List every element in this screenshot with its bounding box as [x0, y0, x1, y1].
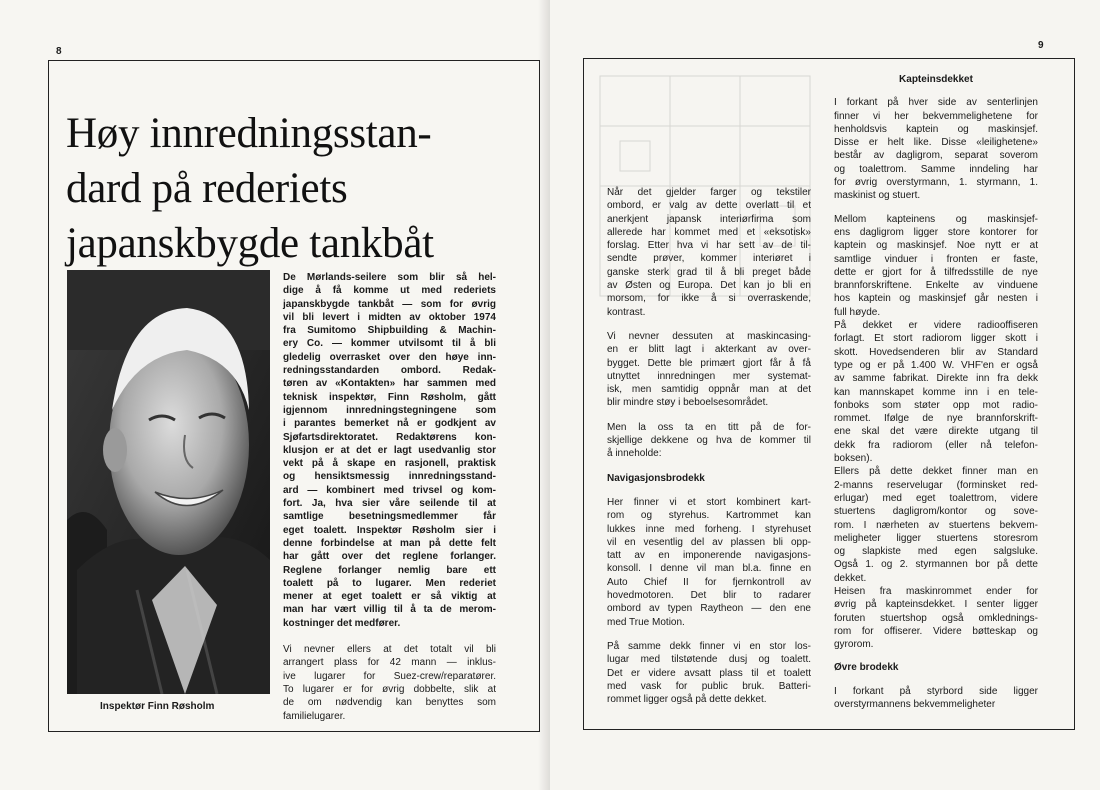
text-line: lugar med tilstøtende dusj og toalett. [607, 654, 811, 666]
text-line: og slapkiste med egen salgsluke. [834, 546, 1038, 558]
text-line: og hensiktsmessig innredningsstand- [283, 471, 496, 483]
text-line: 2-manns reservelugar (forminsket red- [834, 479, 1038, 491]
photo-caption: Inspektør Finn Røsholm [100, 701, 215, 712]
text-line: overstyrmannens bekvemmeligheter [834, 699, 996, 711]
text-line: en er blitt lagt i akterkant av over- [607, 344, 811, 356]
text-line: vil bli levert i midten av oktober 1974 [283, 311, 496, 323]
text-line: Ellers på dette dekket finner man en [834, 466, 1038, 478]
text-line: rom. I nærheten av stuertens bekvem- [834, 519, 1038, 531]
text-line: kaptein og maskinsjef. Noe nytt er at [834, 240, 1038, 252]
text-line: To lugarer er for øvrig dobbelte, slik at [283, 683, 496, 695]
text-line: toalett på to lugarer. Men rederiet [283, 577, 496, 589]
text-line: meligheter ligger stuertens storesrom [834, 532, 1038, 544]
text-line: dette er gjort for å tilfredsstille de nye [834, 266, 1038, 278]
text-line: Mellom kapteinens og maskinsjef- [834, 213, 1038, 225]
text-line: å inneholde: [607, 448, 662, 460]
headline-line: dard på rederiets [66, 165, 348, 212]
text-line: tatt av en imponerende navigasjons- [607, 550, 811, 562]
text-line: allerede har kommet med et «eksotisk» [607, 226, 811, 238]
text-line: dige å få komme ut med rederiets [283, 285, 496, 297]
text-line: vil en vesentlig del av plassen bli opp- [607, 536, 811, 548]
text-line: ganske sterk grad til å bli preget både [607, 266, 811, 278]
text-line: kan mannskapet komme inn i en tele- [834, 386, 1038, 398]
subhead-navigasjonsbrodekk: Navigasjonsbrodekk [607, 472, 705, 484]
text-line: blir mindre støy i beboelsesområdet. [607, 397, 769, 409]
text-line: erlugar) med eget toalettrom, videre [834, 492, 1038, 504]
text-line: øvrig på kapteinsdekket. I senter ligger [834, 599, 1038, 611]
text-line: denne forbindelse at man på dette felt [283, 537, 496, 549]
text-line: man har vært villig til å ta de merom- [283, 604, 496, 616]
text-line: av samme fabrikat. Direkte inn fra dekk [834, 373, 1038, 385]
text-line: anerkjent japansk interiørfirma som [607, 213, 811, 225]
text-line: med vask for public bruk. Batteri- [607, 680, 811, 692]
text-line: og toalettrom. Samme inndeling har [834, 163, 1038, 175]
text-line: gledelig overrasket over den høye inn- [283, 351, 496, 363]
text-line: Når det gjelder farger og tekstiler [607, 187, 811, 198]
text-line: ombord, er valg av dette overlatt til et [607, 200, 811, 212]
subhead-ovre-brodekk: Øvre brodekk [834, 662, 899, 674]
text-line: hos kaptein og maskinsjef går nesten i [834, 293, 1038, 305]
text-line: Men la oss ta en titt på de for- [607, 421, 811, 433]
text-line: i parantes bemerket nå er godkjent av [283, 418, 496, 430]
text-line: Vi nevner dessuten at maskincasing- [607, 330, 811, 342]
text-line: rommet ligger også på dette dekket. [607, 694, 767, 706]
right-page [550, 0, 1100, 790]
text-line: arrangert plass for 42 mann — inklus- [283, 657, 496, 669]
intro-paragraph [283, 271, 496, 630]
text-line: finner vi her bekvemmelighetene for [834, 110, 1038, 122]
text-line: De Mørlands-seilere som blir så hel- [283, 272, 496, 283]
text-line: vekt på å skape en rasjonell, praktisk [283, 458, 496, 470]
text-line: bygget. Dette ble primært gjort får å få [607, 357, 811, 369]
text-line: lukkes inne med forheng. I styrehuset [607, 523, 811, 535]
text-line: rom for offiserer. Videre bøtteskap og [834, 625, 1038, 637]
text-line: ombord av typen Raytheon — den ene [607, 603, 811, 615]
text-line: Disse er helt like. Disse «leilighetene» [834, 137, 1038, 149]
text-line: rom og styrehus. Kartrommet kan [607, 510, 811, 522]
text-line: ive lugarer for Suez-crew/reparatører. [283, 670, 496, 682]
text-line: Auto Chief II for fjernkontroll av [607, 576, 811, 588]
text-line: forslag. Etter hva vi har sett av de til- [607, 240, 811, 252]
text-line: I forkant på styrbord side ligger [834, 685, 1038, 697]
text-line: fort. Ja, hva sier våre seilende til at [283, 498, 496, 510]
text-line: Det er videre avsatt plass til et toalett [607, 667, 811, 679]
text-line: dekk fra radiorom (eller nå telefon- [834, 439, 1038, 451]
text-line: ene skal det være direkte utgang til [834, 426, 1038, 438]
text-line: Her finner vi et stort kombinert kart- [607, 496, 811, 508]
text-line: ard — kombinert med trivsel og kom- [283, 484, 496, 496]
text-line: konsoll. I denne vil man bl.a. finne en [607, 563, 811, 575]
body-paragraph [283, 643, 496, 723]
text-line: teknisk inspektør, Finn Røsholm, gått [283, 391, 496, 403]
text-line: ery Co. — kommer utvilsomt til å bli [283, 338, 496, 350]
text-line: eget toalett. Inspektør Røsholm sier i [283, 524, 496, 536]
text-line: skott. Hovedsenderen blir av Standard [834, 346, 1038, 358]
text-line: dekket. [834, 572, 867, 584]
portrait-photo [67, 270, 270, 694]
text-line: På dekket er videre radiooffiseren [834, 320, 1038, 332]
page-number-left: 8 [56, 46, 62, 57]
text-line: full høyde. [834, 306, 881, 318]
text-line: Reglene forlanger nemlig bare ett [283, 564, 496, 576]
text-line: henholdsvis kaptein og maskinsjef. [834, 123, 1038, 135]
text-line: med True Motion. [607, 616, 685, 628]
text-line: rommet. Ifølge de nye brannforskrift- [834, 413, 1038, 425]
text-line: fonboks som støter opp mot radio- [834, 399, 1038, 411]
text-line: Også 1. og 2. styrmannen bor på dette [834, 559, 1038, 571]
text-line: Vi nevner ellers at det totalt vil bli [283, 644, 496, 656]
right-column-1 [607, 186, 811, 706]
text-line: Sjøfartsdirektoratet. Redaktørens kon- [283, 431, 496, 443]
text-line: stuertens dagligrom/kontor og sove- [834, 506, 1038, 518]
text-line: morsom, for ikke å si overraskende, [607, 293, 811, 305]
text-line: brannforskriftene. Enkelte av vinduene [834, 280, 1038, 292]
text-line: igjennom innredningstegningene som [283, 404, 496, 416]
text-line: består av dagligrom, separat soverom [834, 150, 1038, 162]
text-line: utnyttet innredningen mer systemat- [607, 370, 811, 382]
text-line: boksen). [834, 453, 873, 465]
text-line: ens dagligrom ligger store kontorer for [834, 226, 1038, 238]
text-line: På samme dekk finner vi en stor los- [607, 640, 811, 652]
subhead-kapteinsdekket: Kapteinsdekket [899, 74, 973, 85]
text-line: I forkant på hver side av senterlinjen [834, 97, 1038, 109]
headline-line: Høy innredningsstan- [66, 110, 432, 157]
text-line: redningsstandarden ombord. Redak- [283, 365, 496, 377]
text-line: klusjon er at det er lagt usedvanlig stor [283, 444, 496, 456]
text-line: foruten stuertshop også omklednings- [834, 612, 1038, 624]
intro-column [283, 271, 496, 723]
text-line: skjellige dekkene og hva de kommer til [607, 435, 811, 447]
text-line: har gått over det reglene forlanger. [283, 551, 496, 563]
text-line: japanskbygde tankbåt — som for øvrig [283, 298, 496, 310]
text-line: type og er på 1.400 W. VHF'en er også [834, 359, 1038, 371]
text-line: kontrast. [607, 306, 646, 318]
text-line: hovedmotoren. Det blir to radarer [607, 590, 811, 602]
text-line: kostninger det medfører. [283, 617, 401, 629]
text-line: familielugarer. [283, 710, 346, 722]
text-line: samtlige besetningsmedlemmer får [283, 511, 496, 523]
right-column-2 [834, 73, 1038, 711]
article-headline [66, 106, 496, 271]
text-line: mener at eget toalett er så viktig at [283, 591, 496, 603]
headline-line: japanskbygde tankbåt [66, 220, 434, 267]
page-number-right: 9 [1038, 40, 1044, 51]
text-line: maskinist og stuert. [834, 190, 921, 202]
text-line: sendte prøver, kommer interiøret i [607, 253, 811, 265]
text-line: tøren av «Kontakten» har sammen med [283, 378, 496, 390]
text-line: de om nødvendig kan benyttes som [283, 697, 496, 709]
text-line: Heisen fra maskinrommet ender for [834, 585, 1038, 597]
text-line: samtlige vinduer i fronten er faste, [834, 253, 1038, 265]
text-line: isk, men samtidig oppnår man at det [607, 384, 811, 396]
text-line: forlagt. Et stort radiorom ligger skott i [834, 333, 1038, 345]
text-line: gyrorom. [834, 639, 874, 651]
text-line: fra Sumitomo Shipbuilding & Machin- [283, 325, 496, 337]
text-line: av Østen og Europa. Det kan jo bli en [607, 280, 811, 292]
text-line: for øvrig overstyrmann, 1. styrmann, 1. [834, 177, 1038, 189]
